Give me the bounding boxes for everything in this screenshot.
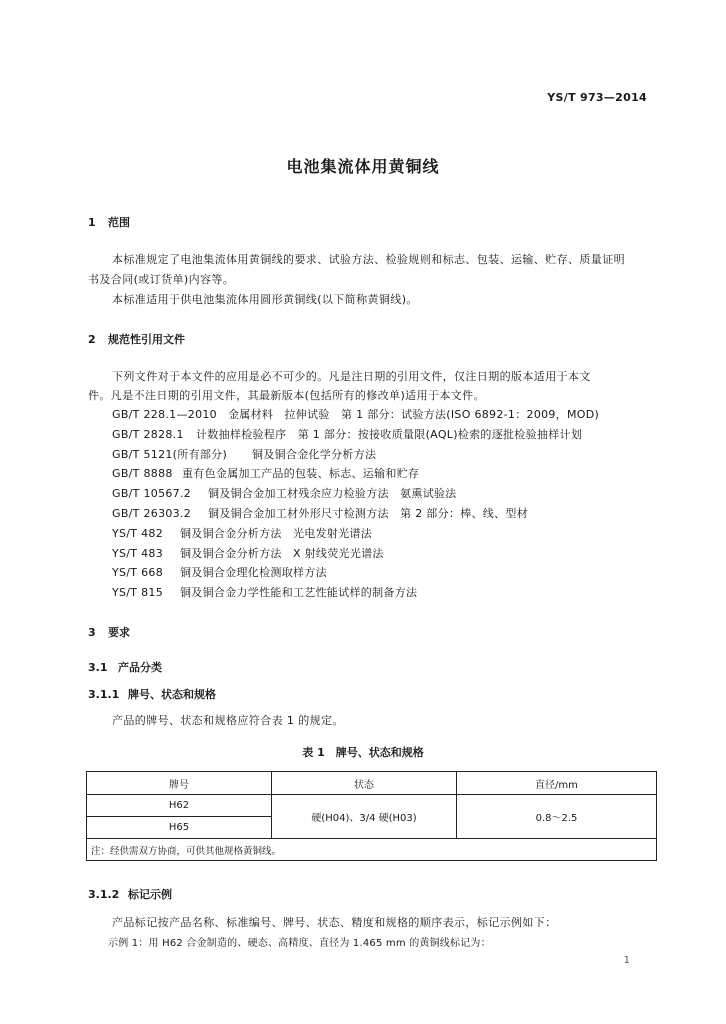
column-header: 直径/mm bbox=[457, 772, 657, 795]
subsection-3-1-2-heading bbox=[88, 886, 172, 902]
reference-title: 重有色金属加工产品的包装、标志、运输和贮存 bbox=[182, 467, 420, 481]
section-number: 3.1.1 bbox=[88, 688, 120, 701]
reference-item bbox=[112, 563, 599, 583]
grade-state-spec-table bbox=[86, 771, 657, 861]
state-cell: 硬(H04)、3/4 硬(H03) bbox=[272, 795, 457, 839]
reference-item bbox=[112, 504, 599, 524]
reference-title: 铜及铜合金分析方法 X 射线荧光光谱法 bbox=[180, 546, 384, 560]
table-note: 注：经供需双方协商，可供其他规格黄铜线。 bbox=[87, 839, 657, 861]
reference-code: YS/T 483 bbox=[112, 546, 164, 560]
reference-code: YS/T 482 bbox=[112, 526, 164, 540]
section-title: 标记示例 bbox=[128, 888, 172, 901]
reference-title: 铜及铜合金理化检测取样方法 bbox=[180, 566, 327, 580]
reference-list bbox=[112, 405, 599, 603]
reference-item bbox=[112, 524, 599, 544]
reference-code: GB/T 228.1—2010 bbox=[112, 408, 217, 421]
reference-code: GB/T 8888 bbox=[112, 467, 173, 481]
column-header: 状态 bbox=[272, 772, 457, 795]
reference-title: 金属材料 拉伸试验 第 1 部分：试验方法(ISO 6892-1：2009，MOD) bbox=[228, 408, 600, 421]
section-number: 2 bbox=[88, 333, 96, 346]
section-title: 范围 bbox=[108, 216, 130, 229]
reference-code: YS/T 815 bbox=[112, 586, 164, 600]
diameter-cell: 0.8～2.5 bbox=[457, 795, 657, 839]
page-title: 电池集流体用黄铜线 bbox=[286, 157, 440, 176]
reference-code: GB/T 26303.2 bbox=[112, 506, 192, 520]
reference-item bbox=[112, 425, 599, 445]
section-number: 3.1 bbox=[88, 661, 108, 674]
subsection-3-1-1-heading bbox=[88, 686, 216, 702]
section-2-heading bbox=[88, 331, 185, 347]
table-caption: 表 1 牌号、状态和规格 bbox=[302, 746, 424, 759]
reference-code: YS/T 668 bbox=[112, 566, 164, 580]
section-number: 3.1.2 bbox=[88, 888, 120, 901]
section-title: 规范性引用文件 bbox=[108, 333, 185, 346]
marking-example-1: 示例 1：用 H62 合金制造的、硬态、高精度、直径为 1.465 mm 的黄铜线标记为： bbox=[108, 938, 491, 949]
scope-para-1-line-2: 书及合同(或订货单)内容等。 bbox=[88, 273, 235, 286]
section-number: 1 bbox=[88, 216, 96, 229]
reference-code: GB/T 5121(所有部分) bbox=[112, 447, 228, 461]
reference-item bbox=[112, 544, 599, 564]
section-title: 产品分类 bbox=[118, 661, 162, 674]
subsection-3-1-heading bbox=[88, 659, 162, 675]
table-header-row bbox=[87, 772, 657, 795]
reference-title: 铜及铜合金化学分析方法 bbox=[252, 447, 377, 461]
reference-code: GB/T 10567.2 bbox=[112, 487, 192, 501]
reference-title: 铜及铜合金分析方法 光电发射光谱法 bbox=[180, 526, 373, 540]
reference-item bbox=[112, 583, 599, 603]
grade-cell: H62 bbox=[87, 795, 272, 817]
document-code: YS/T 973—2014 bbox=[547, 91, 647, 104]
reference-title: 铜及铜合金加工材残余应力检验方法 氨熏试验法 bbox=[208, 487, 457, 501]
section-number: 3 bbox=[88, 626, 96, 639]
refs-intro-line-1: 下列文件对于本文件的应用是必不可少的。凡是注日期的引用文件，仅注日期的版本适用于本文 bbox=[112, 370, 591, 383]
reference-title: 铜及铜合金加工材外形尺寸检测方法 第 2 部分：棒、线、型材 bbox=[208, 506, 528, 520]
reference-item bbox=[112, 445, 599, 465]
section-3-heading bbox=[88, 624, 130, 640]
section-1-heading bbox=[88, 214, 130, 230]
page-number: 1 bbox=[623, 955, 630, 966]
section-title: 要求 bbox=[108, 626, 130, 639]
column-header: 牌号 bbox=[87, 772, 272, 795]
reference-code: GB/T 2828.1 bbox=[112, 427, 184, 441]
table-note-row bbox=[87, 839, 657, 861]
reference-title: 铜及铜合金力学性能和工艺性能试样的制备方法 bbox=[180, 586, 418, 600]
section-title: 牌号、状态和规格 bbox=[128, 688, 216, 701]
table-row bbox=[87, 795, 657, 817]
reference-item bbox=[112, 464, 599, 484]
table-reference-text: 产品的牌号、状态和规格应符合表 1 的规定。 bbox=[112, 714, 344, 727]
scope-para-1-line-1: 本标准规定了电池集流体用黄铜线的要求、试验方法、检验规则和标志、包装、运输、贮存、质量证明 bbox=[112, 253, 625, 266]
refs-intro-line-2: 件。凡是不注日期的引用文件，其最新版本(包括所有的修改单)适用于本文件。 bbox=[88, 389, 485, 402]
reference-item bbox=[112, 484, 599, 504]
marking-rule-text: 产品标记按产品名称、标准编号、牌号、状态、精度和规格的顺序表示，标记示例如下： bbox=[112, 916, 557, 929]
reference-title: 计数抽样检验程序 第 1 部分：按接收质量限(AQL)检索的逐批检验抽样计划 bbox=[196, 427, 583, 441]
reference-item bbox=[112, 405, 599, 425]
grade-cell: H65 bbox=[87, 817, 272, 839]
scope-para-2: 本标准适用于供电池集流体用圆形黄铜线(以下简称黄铜线)。 bbox=[112, 293, 418, 306]
